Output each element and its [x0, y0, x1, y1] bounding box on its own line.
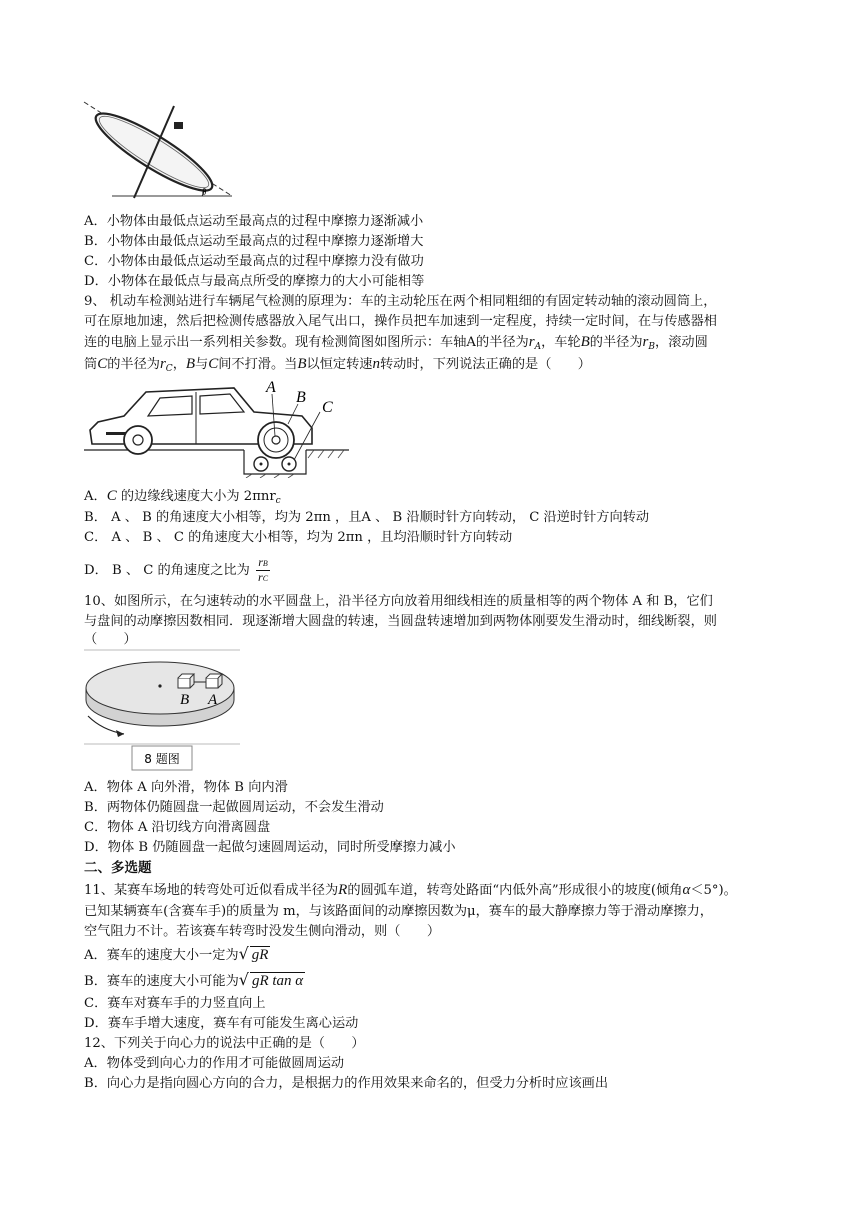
- q12-option-a: A．物体受到向心力的作用才可能做圆周运动: [84, 1056, 345, 1071]
- q9-option-c: C． A 、 B 、 C 的角速度大小相等，均为 2πn ，且均沿顺时针方向转动: [84, 530, 513, 545]
- ratio-fraction: $\frac{rB}{rC}$: [258, 555, 269, 584]
- q12-stem: 12、下列关于向心力的说法中正确的是（ ）: [84, 1036, 365, 1051]
- q9-option-b: B． A 、 B 的角速度大小相等，均为 2πn ，且A 、 B 沿顺时针方向转动， C 沿逆时针方向转动: [84, 510, 650, 525]
- q8-option-d: D．小物体在最低点与最高点所受的摩擦力的大小可能相等: [84, 274, 425, 289]
- label-a: A: [266, 379, 276, 396]
- q11-option-a: A．赛车的速度大小一定为√ gR: [84, 944, 269, 963]
- q9-stem-line1: 9、 机动车检测站进行车辆尾气检测的原理为：车的主动轮压在两个相同粗细的有固定转动轴的滚动圆筒上，: [84, 294, 717, 309]
- q9-option-d: D． B 、 C 的角速度之比为 $\frac{rB}{rC}$: [84, 555, 269, 584]
- section-heading-multi-choice: 二、多选题: [84, 860, 152, 876]
- q10-option-a: A．物体 A 向外滑，物体 B 向内滑: [84, 780, 288, 795]
- car-roller-figure: [84, 378, 354, 478]
- q8-option-b: B．小物体由最低点运动至最高点的过程中摩擦力逐渐增大: [84, 234, 424, 249]
- q11-option-c: C．赛车对赛车手的力竖直向上: [84, 996, 266, 1011]
- q11-option-d: D．赛车手增大速度，赛车有可能发生离心运动: [84, 1016, 359, 1031]
- q8-option-a: A．小物体由最低点运动至最高点的过程中摩擦力逐渐减小: [84, 214, 424, 229]
- q10-option-c: C．物体 A 沿切线方向滑离圆盘: [84, 820, 271, 835]
- inclined-disk-figure: [82, 100, 242, 202]
- q11-stem-line2: 已知某辆赛车(含赛车手)的质量为 m，与该路面间的动摩擦因数为μ，赛车的最大静摩擦力等于滑动摩擦力，: [84, 904, 713, 919]
- q10-option-d: D．物体 B 仍随圆盘一起做匀速圆周运动，同时所受摩擦力减小: [84, 840, 456, 855]
- block-a-label: A: [208, 692, 218, 708]
- q10-stem-line1: 10、如图所示，在匀速转动的水平圆盘上，沿半径方向放着用细线相连的质量相等的两个物体 A 和 B，它们: [84, 594, 713, 609]
- label-c: C: [322, 399, 333, 416]
- turntable-figure: [80, 648, 244, 772]
- q9-stem-line3: 连的电脑上显示出一系列相关参数。现有检测简图如图所示：车轴A的半径为$r_A$，车轮B的半径为$r_B$，滚动圆: [84, 334, 708, 352]
- theta-label: θ: [202, 187, 207, 197]
- q11-option-b: B．赛车的速度大小可能为√ gR tan α: [84, 970, 304, 989]
- block-b-label: B: [180, 692, 190, 708]
- figure-caption: 8 题图: [144, 752, 180, 766]
- q10-stem-line3: （ ）: [84, 632, 137, 647]
- q12-option-b: B．向心力是指向圆心方向的合力，是根据力的作用效果来命名的，但受力分析时应该画出: [84, 1076, 608, 1091]
- q10-option-b: B．两物体仍随圆盘一起做圆周运动，不会发生滑动: [84, 800, 384, 815]
- q9-option-a: A．C 的边缘线速度大小为 2πnr$_c$: [84, 488, 281, 506]
- q11-stem-line3: 空气阻力不计。若该赛车转弯时没发生侧向滑动，则（ ）: [84, 924, 441, 939]
- q9-stem-line4: 筒C的半径为$r_C$，B与C间不打滑。当B以恒定转速n转动时，下列说法正确的是（ ）: [84, 356, 591, 374]
- q10-stem-line2: 与盘间的动摩擦因数相同．现逐渐增大圆盘的转速，当圆盘转速增加到两物体刚要发生滑动时，细线断裂，则: [84, 614, 717, 629]
- q11-stem-line1: 11、某赛车场地的转弯处可近似看成半径为R的圆弧车道，转弯处路面“内低外高”形成很小的坡度(倾角α＜5°)。: [84, 882, 737, 898]
- q8-option-c: C．小物体由最低点运动至最高点的过程中摩擦力没有做功: [84, 254, 424, 269]
- q9-stem-line2: 可在原地加速，然后把检测传感器放入尾气出口，操作员把车加速到一定程度，持续一定时间，在与传感器相: [84, 314, 717, 329]
- label-b: B: [296, 389, 306, 406]
